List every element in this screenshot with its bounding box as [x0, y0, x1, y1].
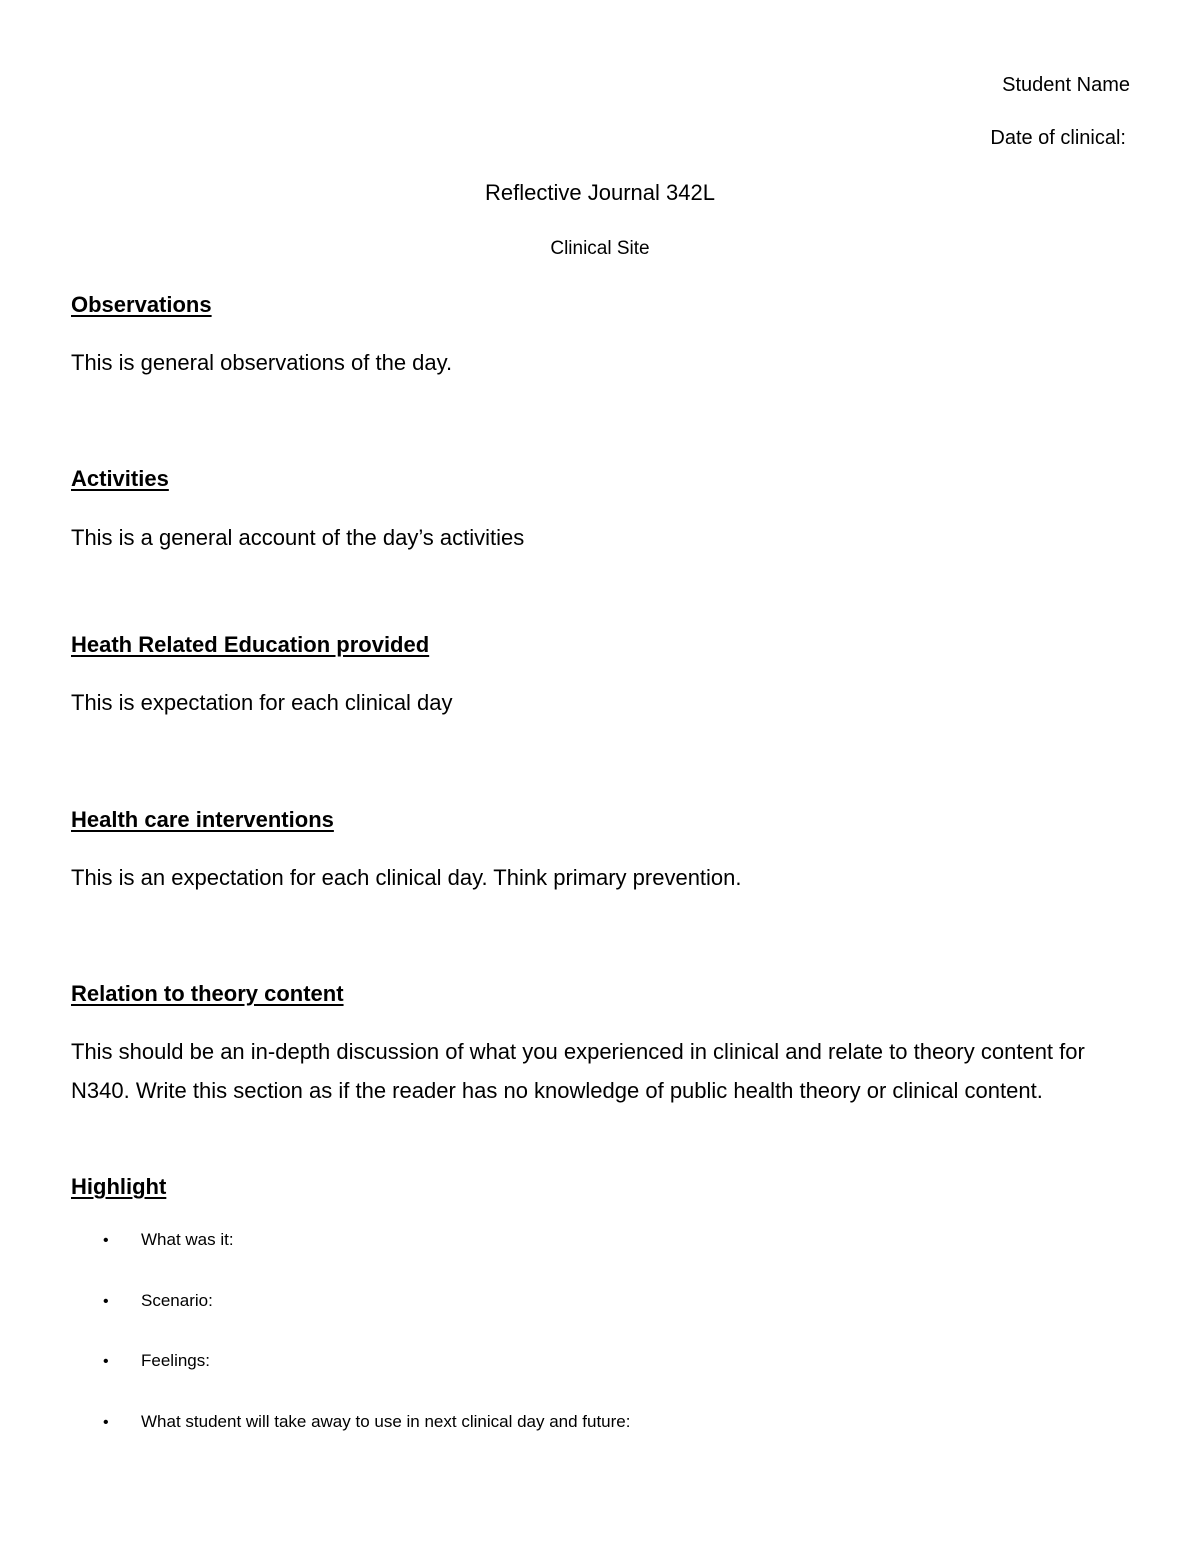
date-of-clinical-label: Date of clinical:	[990, 127, 1126, 149]
section-body-health-care-interventions: This is an expectation for each clinical day. Think primary prevention.	[71, 865, 742, 890]
student-name-label: Student Name	[1002, 74, 1130, 96]
highlight-item-text: What student will take away to use in next clinical day and future:	[141, 1412, 631, 1431]
highlight-list-item	[103, 1230, 234, 1250]
document-title: Reflective Journal 342L	[485, 180, 715, 205]
bullet-icon: •	[103, 1353, 109, 1370]
section-body-theory-relation: This should be an in-depth discussion of what you experienced in clinical and relate to theory content for N340. Write this section as if the reader has no knowledge of public health theory or clinical content.	[71, 1039, 1085, 1103]
highlight-list-item	[103, 1412, 630, 1432]
bullet-icon: •	[103, 1293, 109, 1310]
highlight-list-item	[103, 1351, 210, 1371]
section-body-observations: This is general observations of the day.	[71, 350, 453, 375]
highlight-item-text: What was it:	[141, 1230, 234, 1249]
highlight-item-text: Scenario:	[141, 1291, 213, 1310]
section-heading-activities: Activities	[71, 466, 169, 491]
document-subtitle: Clinical Site	[550, 238, 650, 259]
section-heading-highlight: Highlight	[71, 1174, 167, 1199]
section-body-health-education: This is expectation for each clinical day	[71, 690, 453, 715]
section-heading-theory-relation: Relation to theory content	[71, 981, 344, 1006]
bullet-icon: •	[103, 1414, 109, 1431]
section-heading-observations: Observations	[71, 292, 212, 317]
section-heading-health-education: Heath Related Education provided	[71, 632, 430, 657]
highlight-item-text: Feelings:	[141, 1351, 210, 1370]
section-heading-health-care-interventions: Health care interventions	[71, 807, 334, 832]
highlight-list-item	[103, 1291, 213, 1311]
bullet-icon: •	[103, 1232, 109, 1249]
section-body-activities: This is a general account of the day’s activities	[71, 525, 525, 550]
